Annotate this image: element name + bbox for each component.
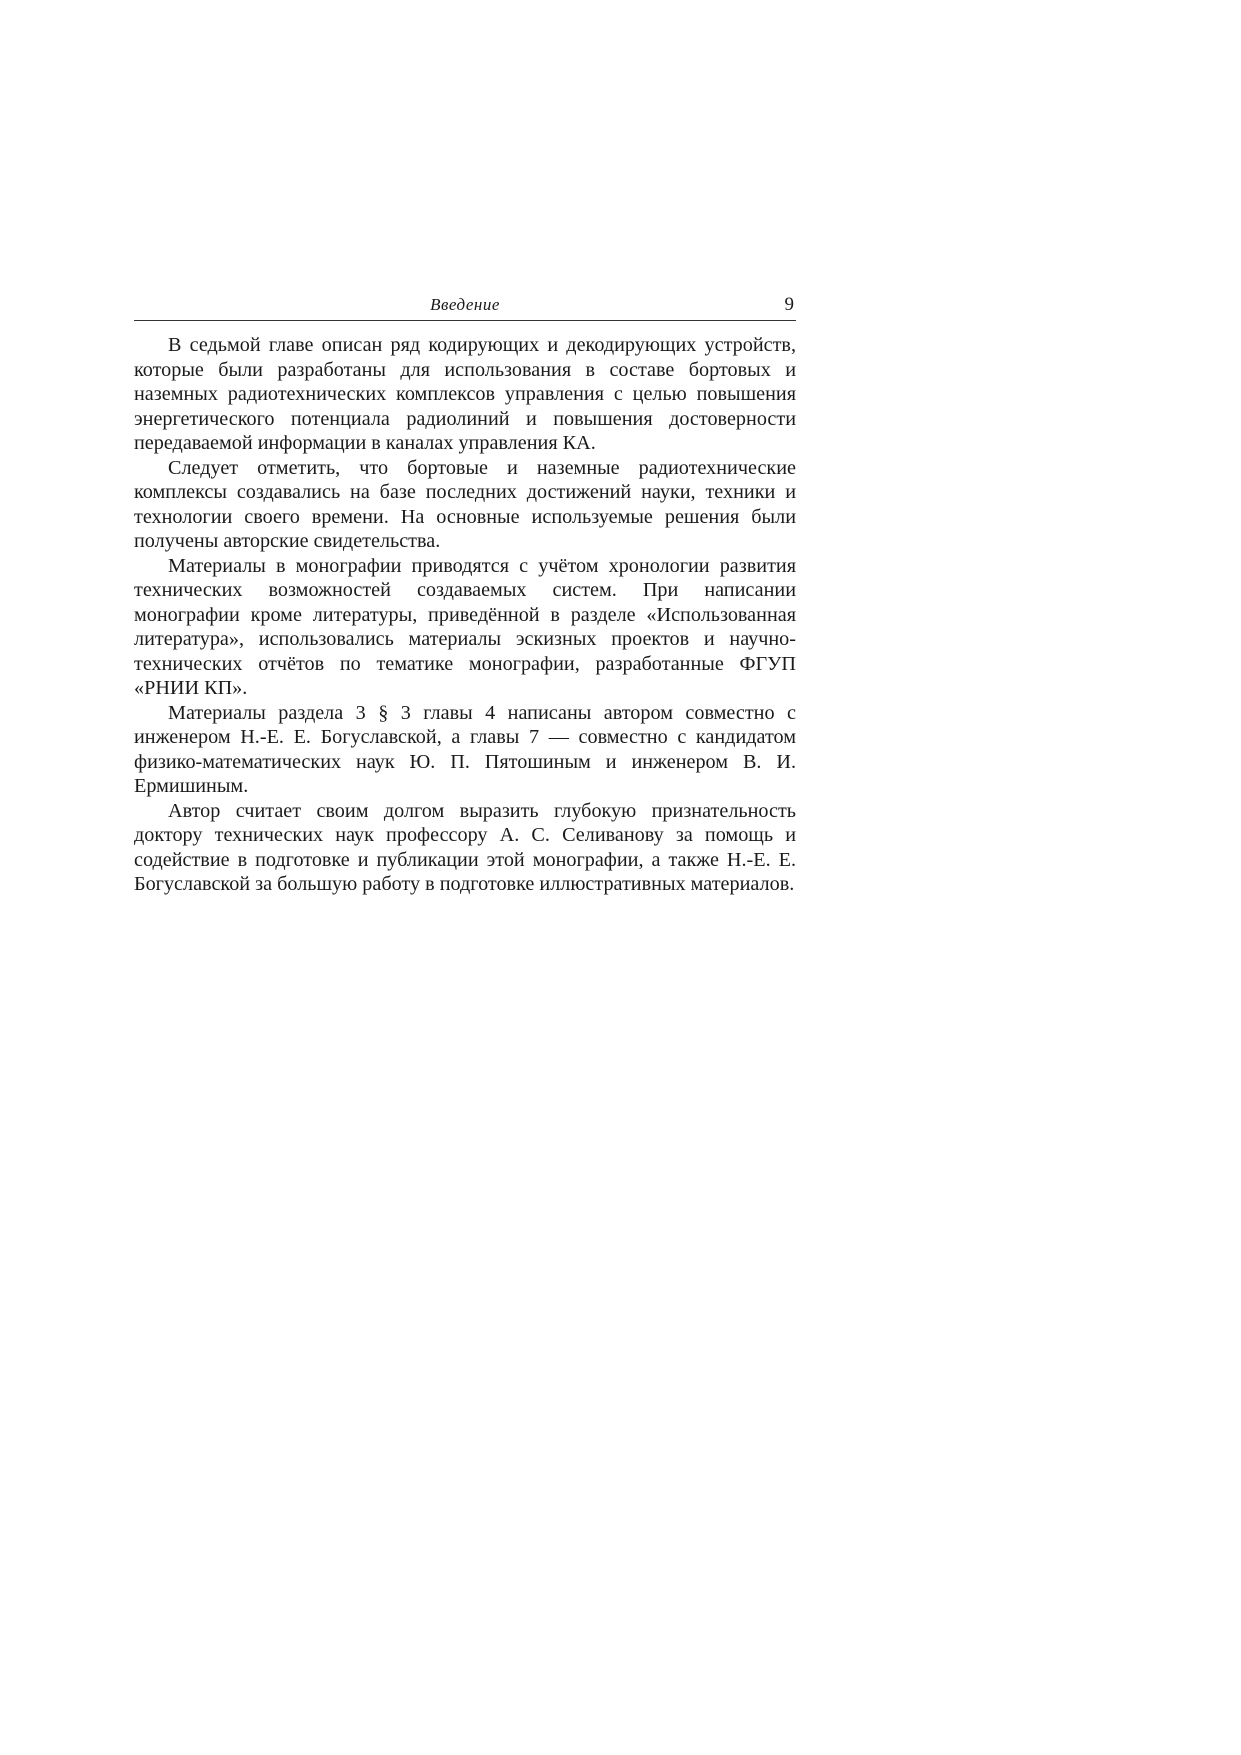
paragraph: Материалы раздела 3 § 3 главы 4 написаны автором совместно с инженером Н.-Е. Е. Богуславской, а главы 7 — совместно с кандидатом физико-математических наук Ю. П. Пятошиным и инженером В. И. Ермишиным. — [134, 701, 796, 797]
paragraph: В седьмой главе описан ряд кодирующих и декодирующих устройств, которые были разработаны для использования в составе бортовых и наземных радиотехнических комплексов управления с целью повышения энергетического потенциала радиолиний и повышения достоверности передаваемой информации в каналах управления КА. — [134, 334, 796, 454]
page-content — [134, 292, 796, 897]
body-text — [134, 333, 796, 897]
page-number: 9 — [784, 294, 794, 315]
header-title: Введение — [430, 295, 500, 314]
running-header — [134, 292, 796, 321]
paragraph: Материалы в монографии приводятся с учётом хронологии развития технических возможностей создаваемых систем. При написании монографии кроме литературы, приведённой в разделе «Использованная литература», использовались материалы эскизных проектов и научно-технических отчётов по тематике монографии, разработанные ФГУП «РНИИ КП». — [134, 554, 796, 699]
paragraph: Автор считает своим долгом выразить глубокую признательность доктору технических наук профессору А. С. Селиванову за помощь и содействие в подготовке и публикации этой монографии, а также Н.-Е. Е. Богуславской за большую работу в подготовке иллюстративных материалов. — [134, 799, 796, 895]
paragraph: Следует отметить, что бортовые и наземные радиотехнические комплексы создавались на базе последних достижений науки, техники и технологии своего времени. На основные используемые решения были получены авторские свидетельства. — [134, 456, 796, 552]
